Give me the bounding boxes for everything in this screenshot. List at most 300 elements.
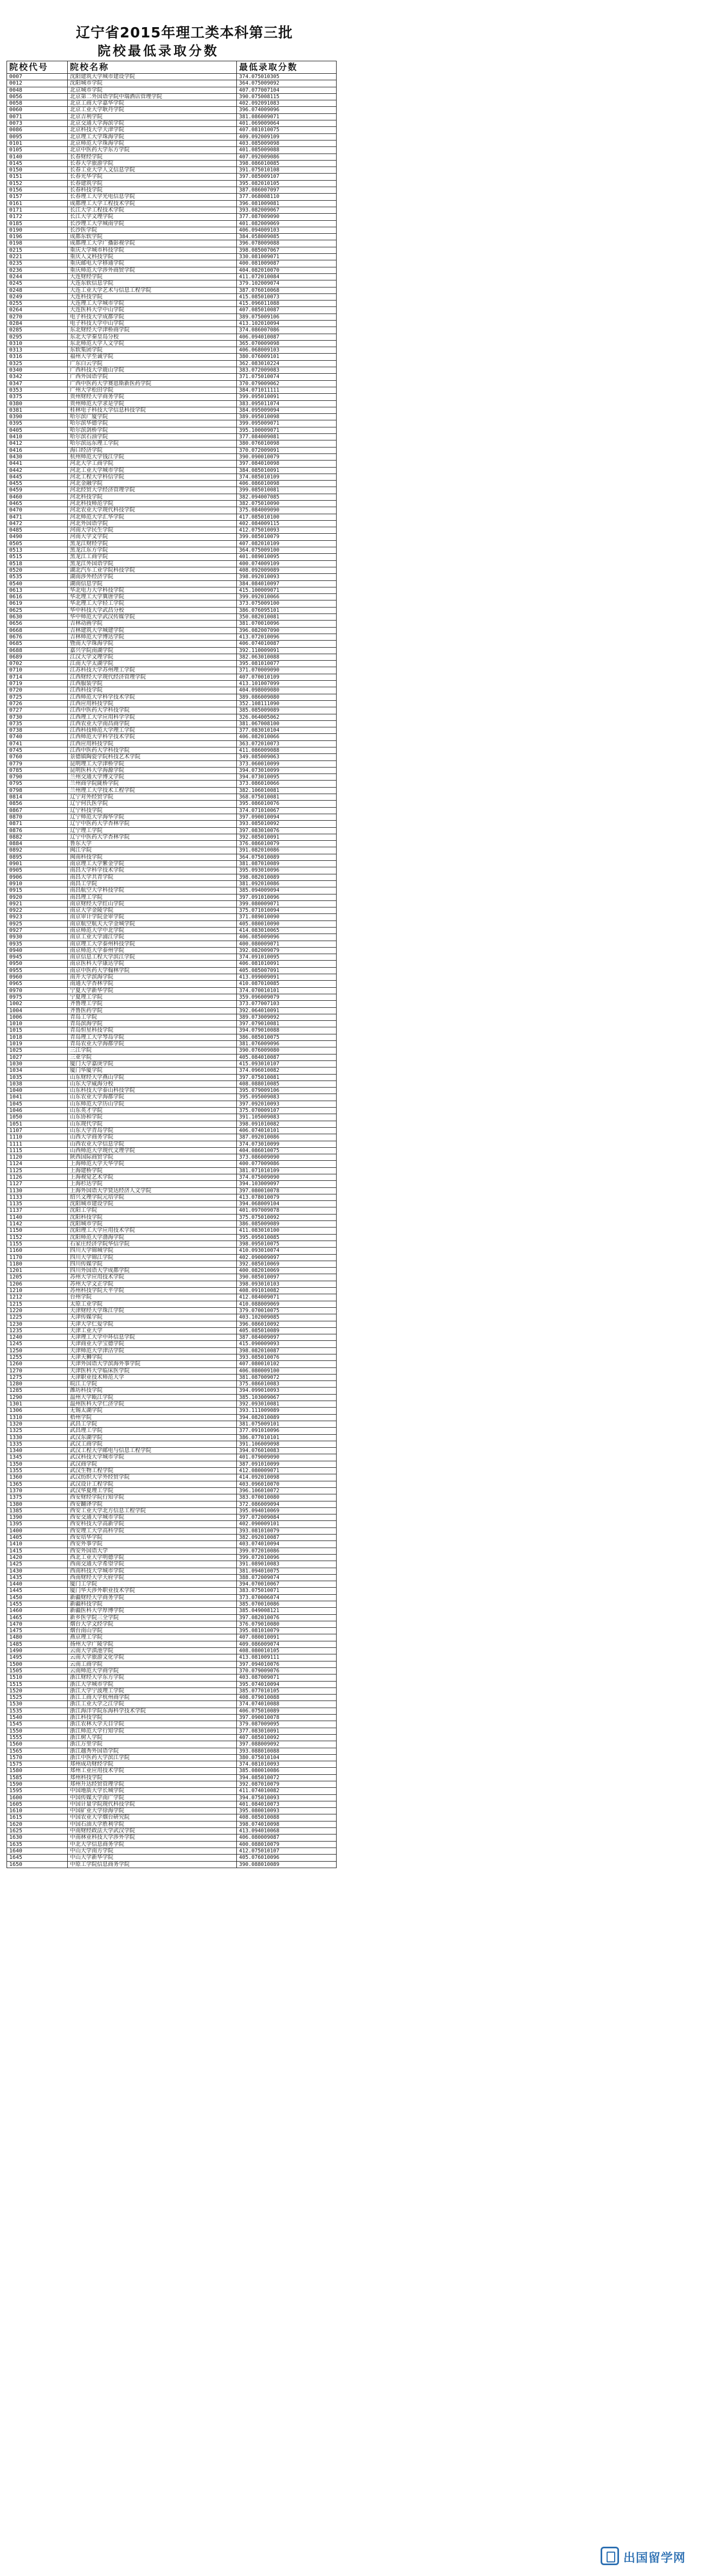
cell-score: 386.077010101 [237,1434,337,1441]
cell-code: 0071 [7,113,68,120]
table-row [7,1621,337,1627]
table-row [7,801,337,807]
cell-score: 398.082010087 [237,1347,337,1354]
cell-score: 362.083010224 [237,360,337,367]
cell-name: 重庆人文科技学院 [68,254,237,260]
cell-score: 391.105009083 [237,1114,337,1121]
cell-name: 南昌大学科学技术学院 [68,867,237,874]
cell-code: 1180 [7,1261,68,1267]
table-row [7,1521,337,1527]
cell-score: 406.074010087 [237,641,337,647]
cell-code: 1525 [7,1695,68,1701]
cell-code: 0105 [7,147,68,154]
cell-name: 华北电力大学科技学院 [68,587,237,593]
cell-score: 397.075010081 [237,1074,337,1081]
cell-score: 400.088010079 [237,1841,337,1848]
cell-name: 无锡太湖学院 [68,1408,237,1414]
cell-score: 394.082010089 [237,1414,337,1421]
cell-code: 0760 [7,754,68,760]
cell-name: 沈阳工学院 [68,1207,237,1214]
table-row [7,1568,337,1574]
cell-code: 0140 [7,154,68,160]
cell-name: 河北工业大学城市学院 [68,467,237,474]
cell-code: 1290 [7,1394,68,1401]
cell-score: 414.083010065 [237,928,337,934]
cell-code: 0151 [7,174,68,180]
table-row [7,147,337,154]
cell-name: 南京医科大学康达学院 [68,961,237,967]
cell-code: 1555 [7,1734,68,1741]
table-row [7,794,337,801]
cell-code: 1235 [7,1327,68,1334]
cell-name: 厦门华厦学院 [68,1068,237,1074]
cell-name: 北京科技大学天津学院 [68,127,237,133]
cell-score: 395.086010076 [237,801,337,807]
cell-score: 387.076010068 [237,287,337,293]
cell-code: 0490 [7,534,68,540]
cell-code: 0616 [7,594,68,600]
cell-code: 1585 [7,1774,68,1781]
cell-code: 0285 [7,327,68,334]
cell-name: 中山大学新华学院 [68,1855,237,1861]
table-row [7,380,337,387]
cell-code: 0244 [7,273,68,280]
cell-score: 398.092010093 [237,574,337,580]
cell-score: 406.080009100 [237,1367,337,1374]
cell-name: 北京师范大学珠海学院 [68,140,237,146]
cell-name: 上海师范大学天华学院 [68,1161,237,1167]
table-row [7,1354,337,1361]
table-row [7,80,337,87]
cell-score: 393.111009089 [237,1408,337,1414]
cell-name: 浙江树人学院 [68,1734,237,1741]
cell-name: 江苏科技大学苏州理工学院 [68,667,237,674]
cell-name: 新疆科技学院 [68,1601,237,1607]
cell-score: 384.085010091 [237,467,337,474]
cell-code: 0856 [7,801,68,807]
cell-code: 0316 [7,354,68,360]
cell-name: 武汉工商学院 [68,1441,237,1447]
cell-name: 皖江工学院 [68,1381,237,1388]
table-row [7,273,337,280]
cell-code: 0738 [7,727,68,734]
cell-name: 大连东软信息学院 [68,280,237,287]
cell-code: 1107 [7,1127,68,1134]
cell-score: 408.091010082 [237,1288,337,1294]
cell-score: 402.090009101 [237,1521,337,1527]
table-row [7,821,337,827]
cell-name: 东软集团学院 [68,347,237,354]
cell-code: 1306 [7,1408,68,1414]
cell-code: 1415 [7,1548,68,1554]
cell-name: 沈阳科技学院 [68,1214,237,1220]
cell-code: 1485 [7,1641,68,1647]
cell-score: 400.074009109 [237,560,337,567]
cell-score: 407.085010087 [237,307,337,314]
cell-code: 1530 [7,1701,68,1708]
cell-score: 397.080010078 [237,1187,337,1194]
table-row [7,607,337,613]
cell-code: 0895 [7,854,68,860]
cell-name: 郑州科技学院 [68,1774,237,1781]
cell-code: 0325 [7,360,68,367]
cell-code: 1490 [7,1648,68,1654]
cell-code: 0086 [7,127,68,133]
cell-name: 绍兴文理学院元培学院 [68,1194,237,1200]
cell-score: 415.100009071 [237,587,337,593]
cell-score: 405.080010090 [237,921,337,927]
table-row [7,1214,337,1220]
cell-score: 399.085010081 [237,487,337,494]
cell-score: 415.085010073 [237,293,337,300]
cell-name: 山西农业大学信息学院 [68,1141,237,1147]
cell-name: 江西应用科技学院 [68,700,237,707]
cell-score: 392.085010091 [237,834,337,840]
cell-code: 1040 [7,1088,68,1094]
cell-name: 辽宁理工学院 [68,827,237,834]
table-row [7,1007,337,1014]
cell-score: 399.095010091 [237,394,337,400]
cell-code: 0470 [7,507,68,514]
table-row [7,1468,337,1474]
table-row [7,1821,337,1827]
cell-code: 1380 [7,1501,68,1507]
cell-code: 1115 [7,1147,68,1154]
table-row [7,220,337,227]
cell-code: 0535 [7,574,68,580]
cell-name: 河北外国语学院 [68,520,237,527]
table-row [7,327,337,334]
cell-code: 1110 [7,1134,68,1141]
cell-code: 0745 [7,747,68,753]
cell-code: 0410 [7,434,68,440]
cell-code: 0884 [7,841,68,847]
cell-score: 395.100009071 [237,427,337,433]
cell-name: 西安外事学院 [68,1541,237,1548]
document-title: 辽宁省2015年理工类本科第三批 [76,25,293,41]
cell-score: 398.082010089 [237,874,337,880]
cell-code: 1395 [7,1521,68,1527]
table-row [7,1088,337,1094]
table-row [7,374,337,380]
cell-score: 377.083010104 [237,727,337,734]
cell-score: 380.076009101 [237,354,337,360]
cell-name: 天津师范大学津沽学院 [68,1347,237,1354]
cell-name: 东北师范大学人文学院 [68,340,237,347]
cell-name: 辽宁对外经贸学院 [68,794,237,801]
cell-score: 410.088009069 [237,1301,337,1307]
table-row [7,514,337,520]
cell-code: 1570 [7,1754,68,1761]
cell-name: 云南大学滇池学院 [68,1648,237,1654]
cell-code: 0310 [7,340,68,347]
cell-name: 武汉东湖学院 [68,1434,237,1441]
cell-score: 397.084010098 [237,461,337,467]
cell-score: 408.080010105 [237,1648,337,1654]
document-subtitle: 院校最低录取分数 [98,43,219,59]
table-row [7,1614,337,1621]
cell-code: 1500 [7,1661,68,1667]
cell-name: 兰州交通大学博文学院 [68,774,237,781]
cell-score: 392.110009091 [237,647,337,654]
table-row [7,280,337,287]
cell-code: 0284 [7,320,68,327]
table-row [7,1261,337,1267]
cell-name: 新乡医学院三全学院 [68,1614,237,1621]
cell-score: 395.094010069 [237,1507,337,1514]
cell-name: 西南交通大学希望学院 [68,1561,237,1568]
cell-name: 中国石油大学胜利学院 [68,1821,237,1827]
cell-code: 0613 [7,587,68,593]
cell-name: 江西财经大学现代经济管理学院 [68,674,237,680]
table-row [7,1321,337,1327]
cell-code: 1010 [7,1021,68,1027]
cell-name: 鲁东大学 [68,841,237,847]
cell-name: 四川大学锦城学院 [68,1248,237,1254]
table-row [7,1474,337,1481]
table-row [7,1541,337,1548]
cell-name: 西南财经大学天府学院 [68,1574,237,1581]
cell-name: 河北科技师范学院 [68,501,237,507]
cell-score: 375.084009090 [237,507,337,514]
cell-name: 三江学院 [68,1047,237,1054]
table-row [7,1108,337,1114]
cell-name: 重庆大学城市科技学院 [68,247,237,253]
cell-name: 潍坊科技学院 [68,1388,237,1394]
cell-name: 江南大学太湖学院 [68,661,237,667]
title-block [76,24,379,60]
cell-score: 406.080009087 [237,1834,337,1841]
cell-code: 0785 [7,767,68,774]
cell-code: 0235 [7,260,68,267]
cell-name: 大连工业大学艺术与信息工程学院 [68,287,237,293]
cell-score: 413.081009111 [237,1654,337,1661]
cell-code: 1510 [7,1674,68,1681]
cell-name: 武汉生物工程学院 [68,1468,237,1474]
cell-score: 413.072010096 [237,634,337,640]
cell-score: 390.085010097 [237,1274,337,1281]
column-header-name: 院校名称 [68,61,237,74]
table-row [7,974,337,981]
cell-code: 1465 [7,1614,68,1621]
cell-name: 北京理工大学珠海学院 [68,133,237,140]
cell-score: 377.084009081 [237,434,337,440]
cell-name: 武昌工学院 [68,1421,237,1427]
cell-score: 388.072009074 [237,1574,337,1581]
cell-name: 沈阳建筑大学城市建设学院 [68,74,237,80]
cell-code: 1280 [7,1381,68,1388]
cell-code: 1270 [7,1367,68,1374]
table-row [7,214,337,220]
cell-name: 江西科技学院 [68,687,237,694]
cell-code: 0688 [7,647,68,654]
score-table [7,61,337,1868]
table-row [7,934,337,941]
table-row [7,387,337,393]
cell-code: 0676 [7,634,68,640]
cell-name: 长春大学旅游学院 [68,160,237,167]
cell-name: 沈阳城市学院 [68,80,237,87]
cell-score: 401.069009064 [237,120,337,127]
cell-code: 0790 [7,774,68,781]
cell-code: 1615 [7,1814,68,1821]
table-row [7,714,337,720]
cell-score: 411.072010084 [237,273,337,280]
cell-code: 0248 [7,287,68,293]
cell-name: 青岛理工大学琴岛学院 [68,1034,237,1040]
cell-code: 1455 [7,1601,68,1607]
cell-score: 408.085010088 [237,1814,337,1821]
cell-name: 新疆财经大学商务学院 [68,1594,237,1601]
cell-name: 南开大学滨海学院 [68,974,237,981]
cell-code: 0395 [7,420,68,427]
cell-code: 1625 [7,1828,68,1834]
cell-score: 393.081010079 [237,1527,337,1534]
cell-name: 嘉兴学院南湖学院 [68,647,237,654]
cell-code: 0922 [7,907,68,914]
cell-code: 0740 [7,734,68,740]
table-row [7,1661,337,1667]
table-row [7,594,337,600]
table-row [7,740,337,747]
cell-name: 电子科技大学成都学院 [68,314,237,320]
cell-name: 天津天狮学院 [68,1354,237,1361]
cell-name: 天津大学仁爱学院 [68,1321,237,1327]
cell-score: 381.075009101 [237,1421,337,1427]
cell-name: 山西师范大学现代文理学院 [68,1147,237,1154]
cell-score: 397.094010076 [237,1661,337,1667]
cell-name: 南昌大学共青学院 [68,874,237,880]
cell-name: 南昌理工学院 [68,894,237,900]
table-row [7,727,337,734]
cell-code: 1275 [7,1374,68,1380]
cell-score: 412.075010093 [237,527,337,534]
cell-score: 398.093010103 [237,1281,337,1287]
cell-code: 1635 [7,1841,68,1848]
cell-code: 0910 [7,880,68,887]
cell-code: 0960 [7,974,68,981]
cell-name: 大连财经学院 [68,273,237,280]
cell-score: 397.088009092 [237,1741,337,1748]
cell-code: 0430 [7,453,68,460]
cell-code: 1560 [7,1741,68,1748]
cell-score: 397.083010076 [237,827,337,834]
cell-name: 沈阳城市建设学院 [68,1201,237,1207]
cell-code: 1034 [7,1068,68,1074]
table-row [7,1514,337,1521]
cell-name: 浙江大学宁波理工学院 [68,1687,237,1694]
cell-score: 412.080009071 [237,1468,337,1474]
table-row [7,1761,337,1768]
cell-code: 0950 [7,961,68,967]
table-row [7,967,337,974]
cell-name: 上海视觉艺术学院 [68,1174,237,1180]
table-row [7,1234,337,1241]
cell-code: 0459 [7,487,68,494]
cell-code: 1130 [7,1187,68,1194]
table-row [7,360,337,367]
cell-name: 北京第二外国语学院中瑞酒店管理学院 [68,93,237,100]
cell-code: 0412 [7,440,68,447]
cell-code: 0058 [7,100,68,107]
table-row [7,334,337,340]
table-row [7,1788,337,1794]
cell-name: 江西中医药大学科技学院 [68,747,237,753]
cell-name: 东北财经大学津桥商学院 [68,327,237,334]
cell-score: 389.095010098 [237,414,337,420]
table-row [7,1441,337,1447]
cell-code: 1050 [7,1114,68,1121]
cell-score: 371.075010074 [237,374,337,380]
cell-score: 385.085009089 [237,707,337,714]
cell-name: 北京吉利学院 [68,113,237,120]
cell-name: 中山大学南方学院 [68,1848,237,1854]
table-row [7,200,337,207]
table-row [7,1248,337,1254]
cell-score: 403.087009071 [237,1674,337,1681]
cell-name: 浙江大学城市学院 [68,1681,237,1687]
table-row [7,1548,337,1554]
cell-code: 1240 [7,1334,68,1341]
cell-code: 0221 [7,254,68,260]
cell-code: 1405 [7,1535,68,1541]
cell-name: 武汉工程大学邮电与信息工程学院 [68,1448,237,1454]
cell-score: 399.072010086 [237,1548,337,1554]
table-row [7,254,337,260]
cell-score: 373.070006074 [237,1594,337,1601]
cell-name: 厦门华天涉外职业技术学院 [68,1588,237,1594]
cell-code: 0295 [7,334,68,340]
cell-name: 哈尔滨剑桥学院 [68,427,237,433]
cell-code: 1520 [7,1687,68,1694]
cell-score: 413.099009091 [237,974,337,981]
table-row [7,954,337,961]
cell-name: 河南大学文学院 [68,534,237,540]
cell-code: 1155 [7,1241,68,1247]
cell-name: 浙江越秀外国语学院 [68,1748,237,1754]
cell-code: 0236 [7,267,68,273]
cell-name: 长江大学文理学院 [68,214,237,220]
cell-score: 375.075010092 [237,1214,337,1220]
cell-score: 407.080010102 [237,1361,337,1367]
cell-code: 1038 [7,1081,68,1087]
cell-score: 382.092010087 [237,1535,337,1541]
cell-name: 长沙医学院 [68,227,237,233]
cell-name: 华北理工大学轻工学院 [68,600,237,607]
cell-name: 南京师范大学泰州学院 [68,947,237,954]
cell-code: 0921 [7,900,68,907]
cell-score: 330.081009071 [237,254,337,260]
cell-score: 406.086010098 [237,481,337,487]
cell-score: 412.084009071 [237,1294,337,1301]
cell-name: 南京财经大学红山学院 [68,900,237,907]
table-row [7,1154,337,1161]
table-row [7,1721,337,1728]
cell-code: 0215 [7,247,68,253]
table-row [7,1327,337,1334]
cell-code: 1212 [7,1294,68,1301]
cell-name: 烟台南山学院 [68,1628,237,1634]
cell-code: 0460 [7,494,68,500]
table-row [7,1167,337,1174]
table-row [7,1114,337,1121]
cell-code: 0161 [7,200,68,207]
table-row [7,487,337,494]
cell-code: 1435 [7,1574,68,1581]
cell-name: 武汉纺织大学外经贸学院 [68,1474,237,1481]
table-row [7,987,337,994]
cell-name: 中国农业大学烟台研究院 [68,1814,237,1821]
